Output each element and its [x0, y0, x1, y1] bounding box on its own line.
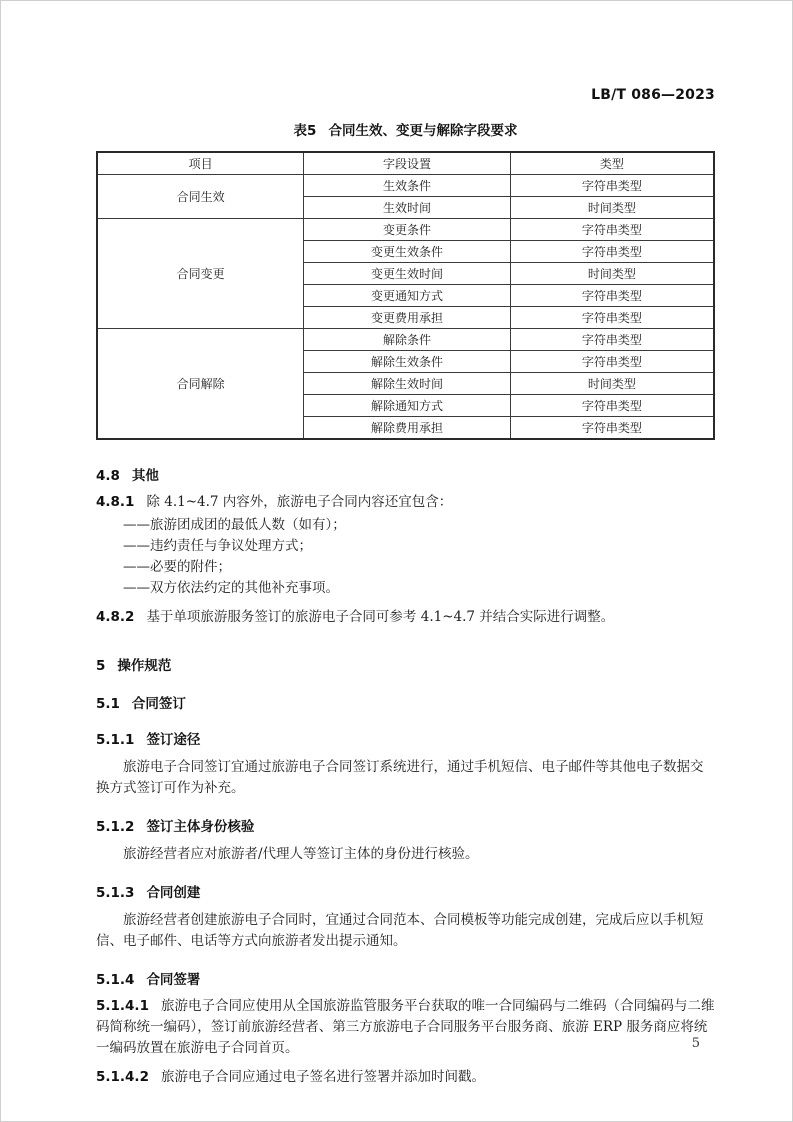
table-cell-field: 变更生效条件	[304, 241, 511, 263]
heading-title: 签订途径	[146, 732, 201, 748]
paragraph-5-1-1: 旅游电子合同签订宜通过旅游电子合同签订系统进行，通过手机短信、电子邮件等其他电子数据交换方式签订可作为补充。	[96, 759, 704, 796]
table-cell-field: 解除通知方式	[304, 395, 511, 417]
table-caption-title: 合同生效、变更与解除字段要求	[328, 123, 518, 139]
table-cell-field: 生效条件	[304, 175, 511, 197]
column-header-field: 字段设置	[304, 152, 511, 175]
clause-5-1-4-2	[96, 1067, 715, 1088]
heading-number: 5.1.3	[96, 885, 135, 901]
page-number: 5	[691, 1036, 700, 1051]
table-cell-type: 时间类型	[510, 373, 714, 395]
heading-title: 合同签订	[131, 696, 186, 712]
heading-5-1	[96, 692, 715, 712]
table-cell-field: 变更生效时间	[304, 263, 511, 285]
table-cell-field: 解除条件	[304, 329, 511, 351]
heading-number: 5.1.1	[96, 732, 135, 748]
heading-number: 5.1.4	[96, 972, 135, 988]
table-row	[97, 329, 714, 351]
table-cell-type: 字符串类型	[510, 395, 714, 417]
clause-4-8-1	[96, 492, 715, 513]
table-cell-item: 合同生效	[97, 175, 304, 219]
heading-number: 5.1.2	[96, 819, 135, 835]
clause-5-1-4-1	[96, 996, 715, 1059]
table-cell-type: 时间类型	[510, 197, 714, 219]
heading-title: 其他	[131, 468, 159, 484]
heading-number: 5.1	[96, 696, 120, 712]
clause-text: 基于单项旅游服务签订的旅游电子合同可参考 4.1~4.7 并结合实际进行调整。	[146, 609, 615, 625]
table-cell-type: 字符串类型	[510, 329, 714, 351]
list-item: ——违约责任与争议处理方式；	[123, 538, 312, 554]
table-cell-field: 生效时间	[304, 197, 511, 219]
list-item: ——双方依法约定的其他补充事项。	[123, 580, 339, 596]
clause-text: 旅游电子合同应通过电子签名进行签署并添加时间戳。	[160, 1069, 485, 1085]
list-item: ——旅游团成团的最低人数（如有）；	[123, 517, 346, 533]
table-cell-item: 合同变更	[97, 219, 304, 329]
table-cell-type: 字符串类型	[510, 175, 714, 197]
clause-4-8-2	[96, 607, 715, 628]
heading-title: 操作规范	[117, 658, 172, 674]
heading-title: 合同签署	[146, 972, 201, 988]
table-cell-type: 字符串类型	[510, 417, 714, 440]
heading-number: 4.8	[96, 468, 120, 484]
clause-number: 4.8.2	[96, 609, 135, 625]
heading-title: 签订主体身份核验	[146, 819, 255, 835]
heading-5-1-1	[96, 728, 715, 748]
table-cell-field: 解除费用承担	[304, 417, 511, 440]
heading-4-8	[96, 464, 715, 484]
table-row	[97, 175, 714, 197]
table-caption-label: 表5	[293, 123, 317, 139]
table-cell-type: 字符串类型	[510, 285, 714, 307]
table-caption	[96, 119, 715, 139]
list-item: ——必要的附件；	[123, 559, 231, 575]
table-cell-field: 变更通知方式	[304, 285, 511, 307]
column-header-type: 类型	[510, 152, 714, 175]
table-cell-type: 字符串类型	[510, 351, 714, 373]
doc-number: LB/T 086—2023	[591, 87, 715, 103]
table-cell-field: 变更费用承担	[304, 307, 511, 329]
table-cell-type: 字符串类型	[510, 219, 714, 241]
table-cell-field: 解除生效时间	[304, 373, 511, 395]
heading-5	[96, 654, 715, 674]
clause-text: 旅游电子合同应使用从全国旅游监管服务平台获取的唯一合同编码与二维码（合同编码与二维码简称统一编码），签订前旅游经营者、第三方旅游电子合同服务平台服务商、旅游 ERP 服务商应将统一编码放置在旅游电子合同首页。	[96, 998, 715, 1056]
clause-number: 4.8.1	[96, 494, 135, 510]
heading-5-1-4	[96, 968, 715, 988]
column-header-item: 项目	[97, 152, 304, 175]
paragraph-5-1-3: 旅游经营者创建旅游电子合同时，宜通过合同范本、合同模板等功能完成创建，完成后应以手机短信、电子邮件、电话等方式向旅游者发出提示通知。	[96, 912, 704, 949]
dash-list-4-8-1	[96, 515, 715, 599]
heading-5-1-2	[96, 815, 715, 835]
heading-title: 合同创建	[146, 885, 201, 901]
heading-5-1-3	[96, 881, 715, 901]
clause-number: 5.1.4.1	[96, 998, 149, 1014]
table-cell-type: 字符串类型	[510, 307, 714, 329]
table-header-row	[97, 152, 714, 175]
paragraph-5-1-2: 旅游经营者应对旅游者/代理人等签订主体的身份进行核验。	[123, 846, 479, 862]
field-requirements-table	[96, 151, 715, 440]
clause-text: 除 4.1~4.7 内容外，旅游电子合同内容还宜包含：	[146, 494, 453, 510]
table-cell-field: 解除生效条件	[304, 351, 511, 373]
table-cell-type: 时间类型	[510, 263, 714, 285]
clause-number: 5.1.4.2	[96, 1069, 149, 1085]
table-cell-item: 合同解除	[97, 329, 304, 440]
heading-number: 5	[96, 658, 106, 674]
table-row	[97, 219, 714, 241]
table-cell-type: 字符串类型	[510, 241, 714, 263]
table-cell-field: 变更条件	[304, 219, 511, 241]
